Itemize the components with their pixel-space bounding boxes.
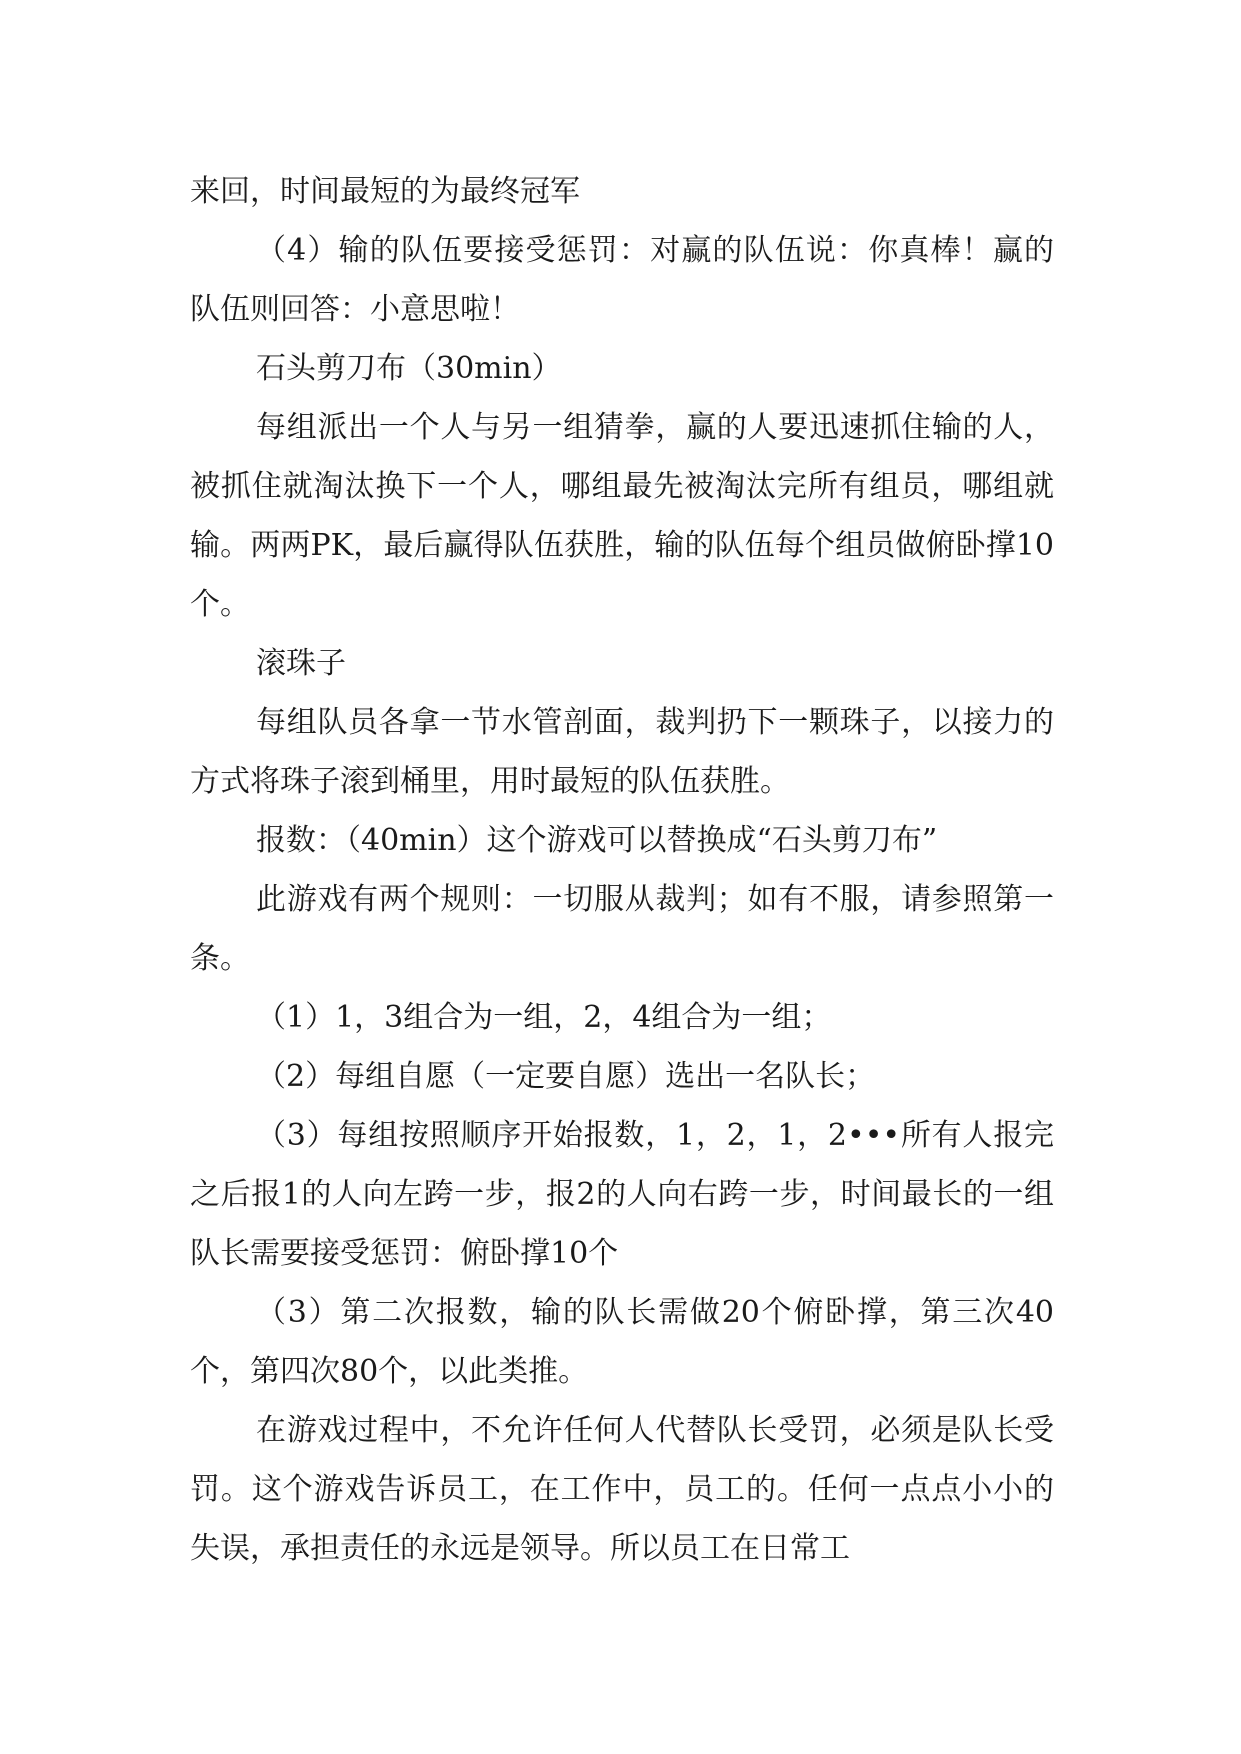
rule-item-2: （2）每组自愿（一定要自愿）选出一名队长； [256,1059,876,1094]
paragraph-4: 每组派出一个人与另一组猜拳，赢的人要迅速抓住输的人，被抓住就淘汰换下一个人，哪组最先被淘汰完所有组员，哪组就输。两两PK，最后赢得队伍获胜，输的队伍每个组员做俯卧撑10个。 [190,410,1054,622]
paragraph-13: 在游戏过程中，不允许任何人代替队长受罚，必须是队长受罚。这个游戏告诉员工，在工作中，员工的。任何一点点小小的失误，承担责任的永远是领导。所以员工在日常工 [190,1413,1054,1566]
document-body [190,162,1054,1578]
paragraph-1: 来回，时间最短的为最终冠军 [190,174,580,209]
paragraph-8: 此游戏有两个规则：一切服从裁判；如有不服，请参照第一条。 [190,882,1054,976]
paragraph-6: 每组队员各拿一节水管剖面，裁判扔下一颗珠子，以接力的方式将珠子滚到桶里，用时最短的队伍获胜。 [190,705,1054,799]
section-heading-rolling-beads: 滚珠子 [256,646,346,681]
rule-item-4: （3）第二次报数，输的队长需做20个俯卧撑，第三次40个，第四次80个，以此类推。 [190,1295,1054,1389]
section-heading-count-off: 报数：（40min）这个游戏可以替换成“石头剪刀布” [256,823,938,858]
paragraph-2: （4）输的队伍要接受惩罚：对赢的队伍说：你真棒！赢的队伍则回答：小意思啦！ [190,233,1054,327]
section-heading-rock-paper-scissors: 石头剪刀布（30min） [256,351,562,386]
rule-item-1: （1）1，3组合为一组，2，4组合为一组； [256,1000,832,1035]
rule-item-3: （3）每组按照顺序开始报数，1，2，1，2•••所有人报完之后报1的人向左跨一步，报2的人向右跨一步，时间最长的一组队长需要接受惩罚：俯卧撑10个 [190,1118,1054,1271]
